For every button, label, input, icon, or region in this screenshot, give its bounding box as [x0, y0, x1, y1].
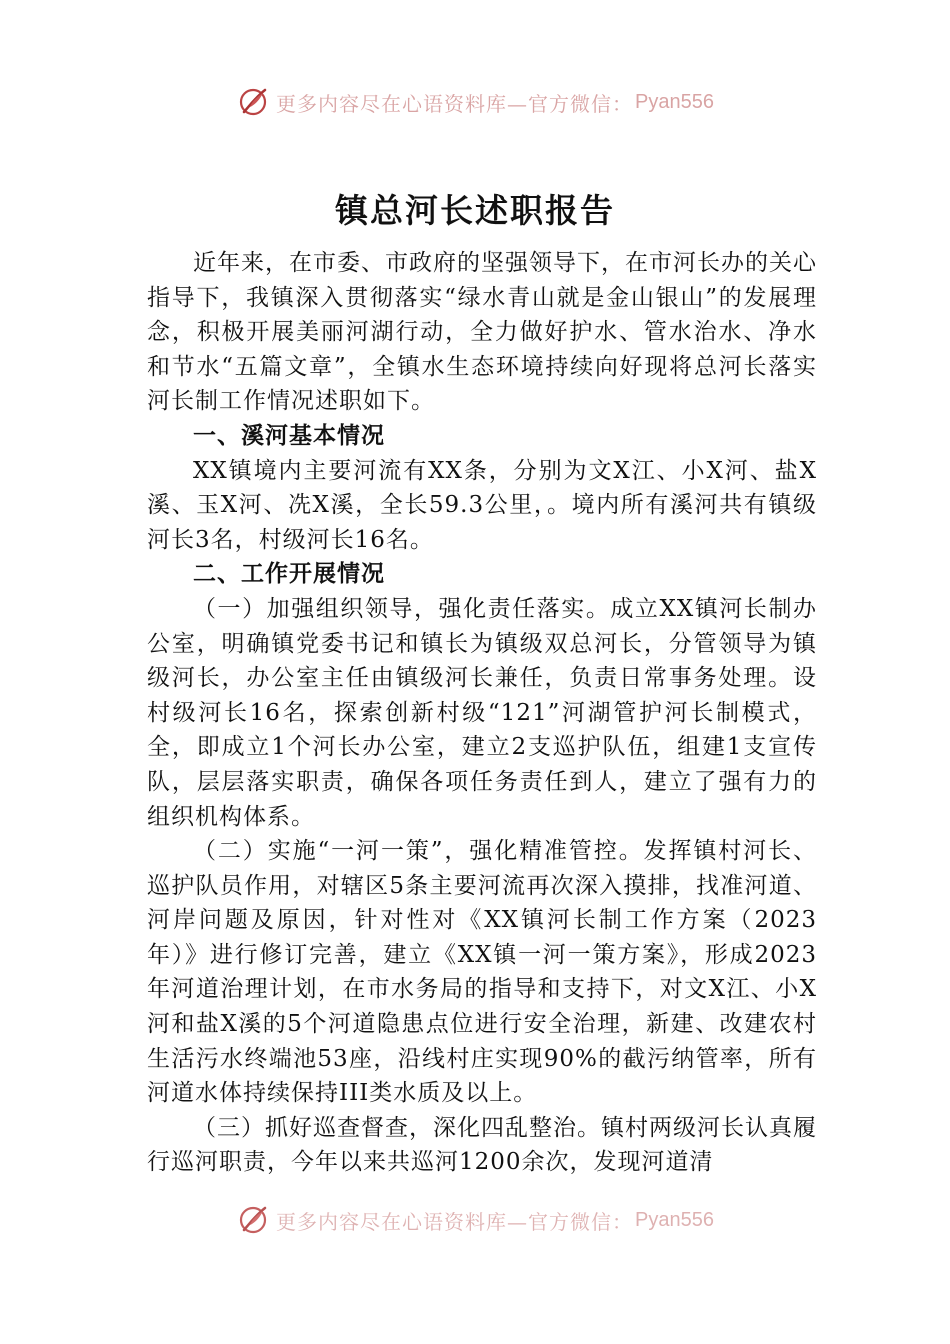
- section2-paragraph-1: （一）加强组织领导，强化责任落实。成立XX镇河长制办公室，明确镇党委书记和镇长为镇级双总河长，分管领导为镇级河长，办公室主任由镇级河长兼任，负责日常事务处理。设村级河长16名，探索创新村级“121”河湖管护河长制模式，全，即成立1个河长办公室，建立2支巡护队伍，组建1支宣传队，层层落实职责，确保各项任务责任到人，建立了强有力的组织机构体系。: [147, 595, 817, 830]
- feather-logo-icon: [236, 85, 270, 119]
- watermark-banner-bottom: [0, 1205, 950, 1235]
- document-body: [147, 246, 817, 1216]
- watermark-wechat-id: Pyan556: [635, 1208, 714, 1231]
- page-title: 镇总河长述职报告: [335, 191, 615, 230]
- section2-paragraph-3: （三）抓好巡查督查，深化四乱整治。镇村两级河长认真履行巡河职责，今年以来共巡河1200余次，发现河道清: [147, 1114, 817, 1176]
- watermark-text: 更多内容尽在心语资料库—官方微信：: [276, 91, 634, 116]
- feather-logo-icon: [236, 1203, 270, 1237]
- section-heading-1: 一、溪河基本情况: [193, 421, 385, 449]
- watermark-banner-top: [0, 82, 950, 122]
- watermark-wechat-id: Pyan556: [635, 90, 714, 113]
- section1-paragraph: XX镇境内主要河流有XX条，分别为文X江、小X河、盐X溪、玉X河、冼X溪，全长59.3公里，。境内所有溪河共有镇级河长3名，村级河长16名。: [147, 457, 817, 553]
- section2-paragraph-2: （二）实施“一河一策”，强化精准管控。发挥镇村河长、巡护队员作用，对辖区5条主要河流再次深入摸排，找准河道、河岸问题及原因，针对性对《XX镇河长制工作方案（2023年）》进行修订完善，建立《XX镇一河一策方案》，形成2023年河道治理计划，在市水务局的指导和支持下，对文X江、小X河和盐X溪的5个河道隐患点位进行安全治理，新建、改建农村生活污水终端池53座，沿线村庄实现90%的截污纳管率，所有河道水体持续保持III类水质及以上。: [147, 838, 817, 1107]
- section-heading-2: 二、工作开展情况: [193, 560, 385, 588]
- watermark-text: 更多内容尽在心语资料库—官方微信：: [276, 1209, 634, 1234]
- intro-paragraph: 近年来，在市委、市政府的坚强领导下，在市河长办的关心指导下，我镇深入贯彻落实“绿水青山就是金山银山”的发展理念，积极开展美丽河湖行动，全力做好护水、管水治水、净水和节水“五篇文章”，全镇水生态环境持续向好现将总河长落实河长制工作情况述职如下。: [147, 250, 817, 415]
